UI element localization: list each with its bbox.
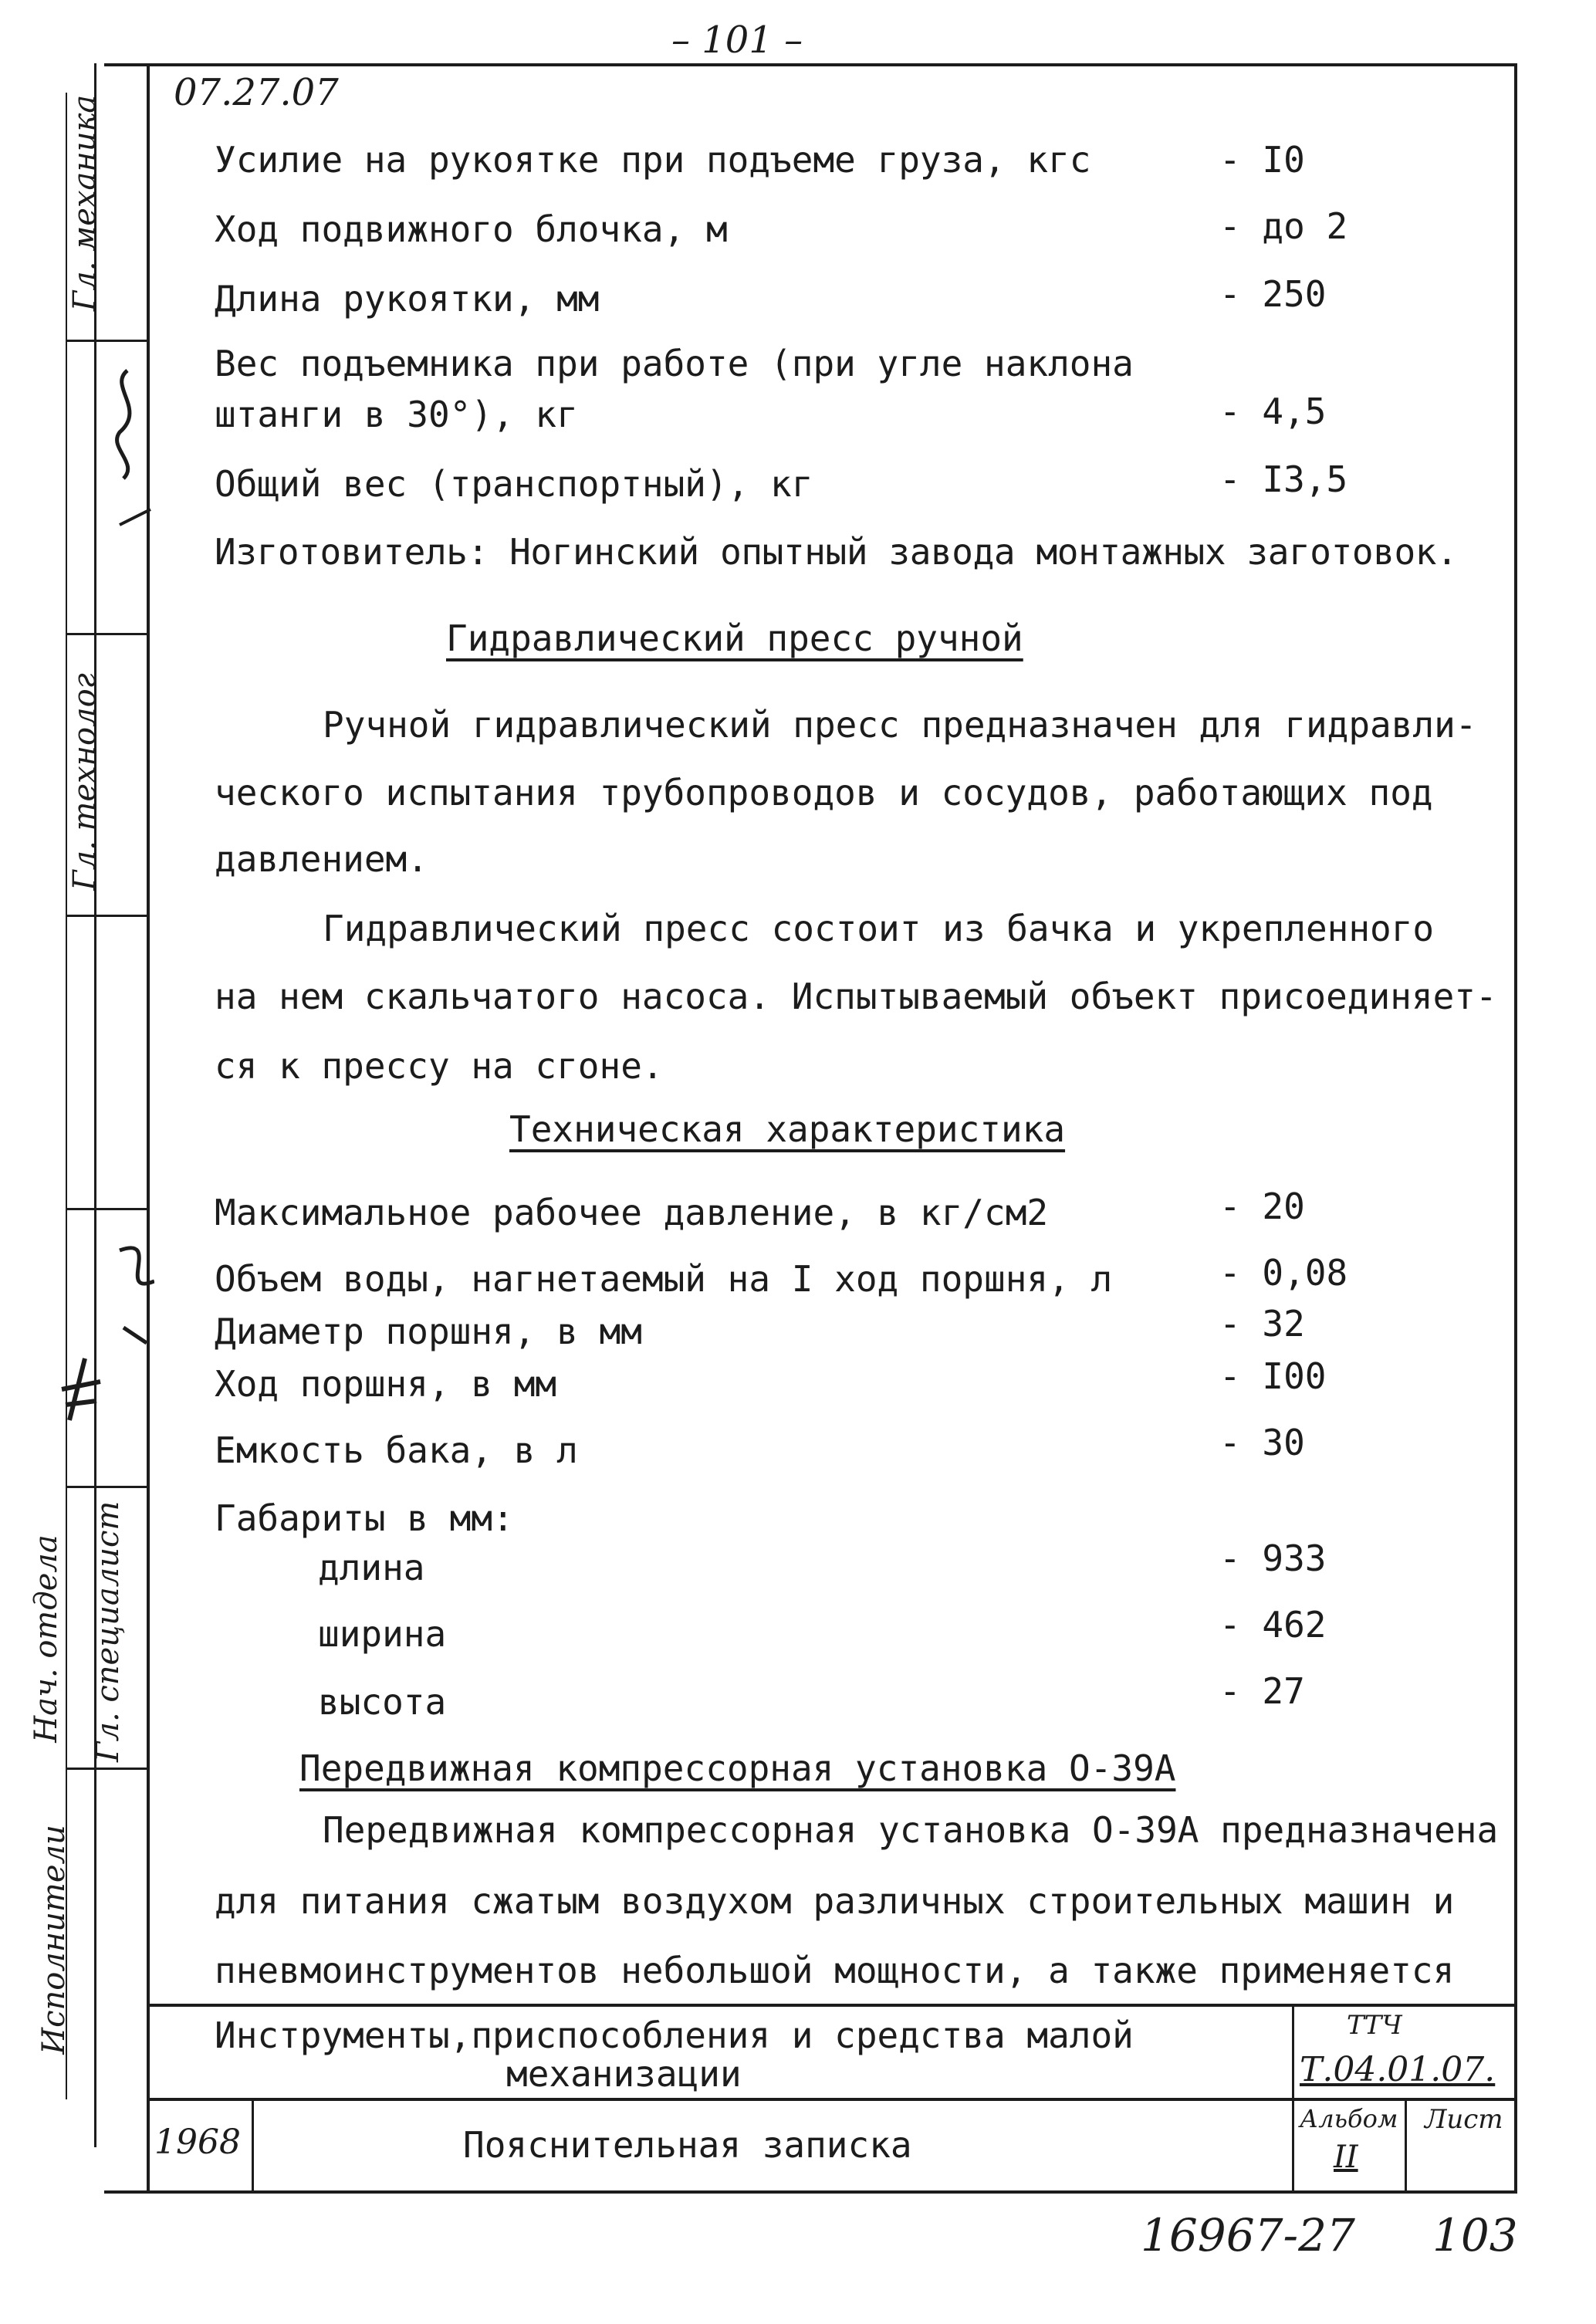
spec-value: - 20 [1219,1186,1305,1227]
frame-right [1514,63,1517,2194]
doc-code: 07.27.07 [174,71,339,114]
frame-bottom [104,2190,1517,2194]
inventory-number: 16967-27 [1141,2209,1355,2261]
titleblock-code-top: ТТЧ [1347,2010,1402,2041]
spec-label: длина [318,1547,425,1588]
tech-title: Техническая характеристика [509,1108,1066,1150]
signature-mark [120,1248,154,1343]
titleblock-vert-left [252,2098,254,2192]
margin-label-mechanic: Гл. механика [67,94,103,312]
param-label: Усилие на рукоятке при подъеме груза, кгс [215,139,1091,181]
manufacturer: Изготовитель: Ногинский опытный завода монтажных заготовок. [215,531,1458,573]
titleblock-name: Инструменты,приспособления и средства малой [215,2014,1134,2056]
param-label: штанги в 30°), кг [215,394,578,435]
signature-mark [117,370,130,479]
titleblock-name: механизации [506,2053,742,2095]
spec-value: - I00 [1219,1355,1327,1397]
signature-mark [62,1358,100,1420]
titleblock-album-label: Альбом [1300,2104,1398,2133]
paragraph-line: для питания сжатым воздухом различных строительных машин и [215,1880,1455,1922]
titleblock-year: 1968 [154,2123,241,2162]
margin-label-executors: Исполнители [36,1825,72,2055]
titleblock-vert-sheet [1405,2098,1407,2192]
spec-value: - 0,08 [1219,1252,1348,1294]
spec-label: высота [318,1681,447,1723]
margin-signatures [46,324,154,1559]
spec-label: Емкость бака, в л [215,1429,578,1471]
margin-label-specialist: Гл. специалист [90,1500,126,1762]
paragraph-line: ческого испытания трубопроводов и сосудов, работающих под [215,772,1433,814]
frame-top [104,63,1517,66]
titleblock-vert-code [1292,2004,1294,2192]
paragraph-line: пневмоинструментов небольшой мощности, а также применяется [215,1950,1455,1991]
spec-value: - 933 [1219,1537,1327,1579]
spec-label: Диаметр поршня, в мм [215,1311,642,1352]
margin-sep [66,1768,147,1770]
param-label: Ход подвижного блочка, м [215,208,728,250]
paragraph-line: на нем скальчатого насоса. Испытываемый объект присоединяет- [215,976,1497,1017]
titleblock-sheet-label: Лист [1425,2104,1503,2135]
spec-value: - 32 [1219,1303,1305,1345]
paragraph-line: давлением. [215,838,428,880]
titleblock-doc-type: Пояснительная записка [463,2124,912,2166]
spec-value: - 462 [1219,1604,1327,1646]
param-value: - 4,5 [1219,391,1327,432]
margin-label-technologist: Гл. технолог [67,673,103,891]
param-label: Вес подъемника при работе (при угле наклона [215,343,1134,384]
titleblock-mid [147,2098,1517,2101]
param-value: - I3,5 [1219,458,1348,500]
spec-label: Ход поршня, в мм [215,1363,557,1405]
param-label: Длина рукоятки, мм [215,278,600,320]
paragraph-line: Гидравлический пресс состоит из бачка и укрепленного [323,908,1435,949]
paragraph-line: Ручной гидравлический пресс предназначен для гидравли- [323,704,1477,746]
spec-value: - 27 [1219,1670,1305,1712]
margin-label-head: Нач. отдела [29,1534,64,1743]
param-label: Общий вес (транспортный), кг [215,463,813,505]
bottom-page-number: 103 [1432,2209,1518,2261]
titleblock-album-value: II [1334,2140,1358,2175]
param-value: - до 2 [1219,205,1348,247]
spec-label: Объем воды, нагнетаемый на I ход поршня, л [215,1258,1113,1300]
page-number-top: – 101 – [671,19,803,62]
spec-label: ширина [318,1613,447,1655]
section-title-press: Гидравлический пресс ручной [446,617,1023,659]
titleblock-code: Т.04.01.07. [1300,2050,1496,2089]
titleblock-top [147,2004,1517,2007]
spec-label: Максимальное рабочее давление, в кг/см2 [215,1192,1049,1233]
section-title-compressor: Передвижная компрессорная установка О-39А [299,1747,1176,1789]
spec-value: - 30 [1219,1422,1305,1463]
signature-mark [120,509,150,525]
paragraph-line: Передвижная компрессорная установка О-39А предназначена [323,1809,1499,1851]
spec-label: Габариты в мм: [215,1497,514,1539]
param-value: - I0 [1219,139,1305,181]
param-value: - 250 [1219,273,1327,315]
paragraph-line: ся к прессу на сгоне. [215,1045,664,1087]
